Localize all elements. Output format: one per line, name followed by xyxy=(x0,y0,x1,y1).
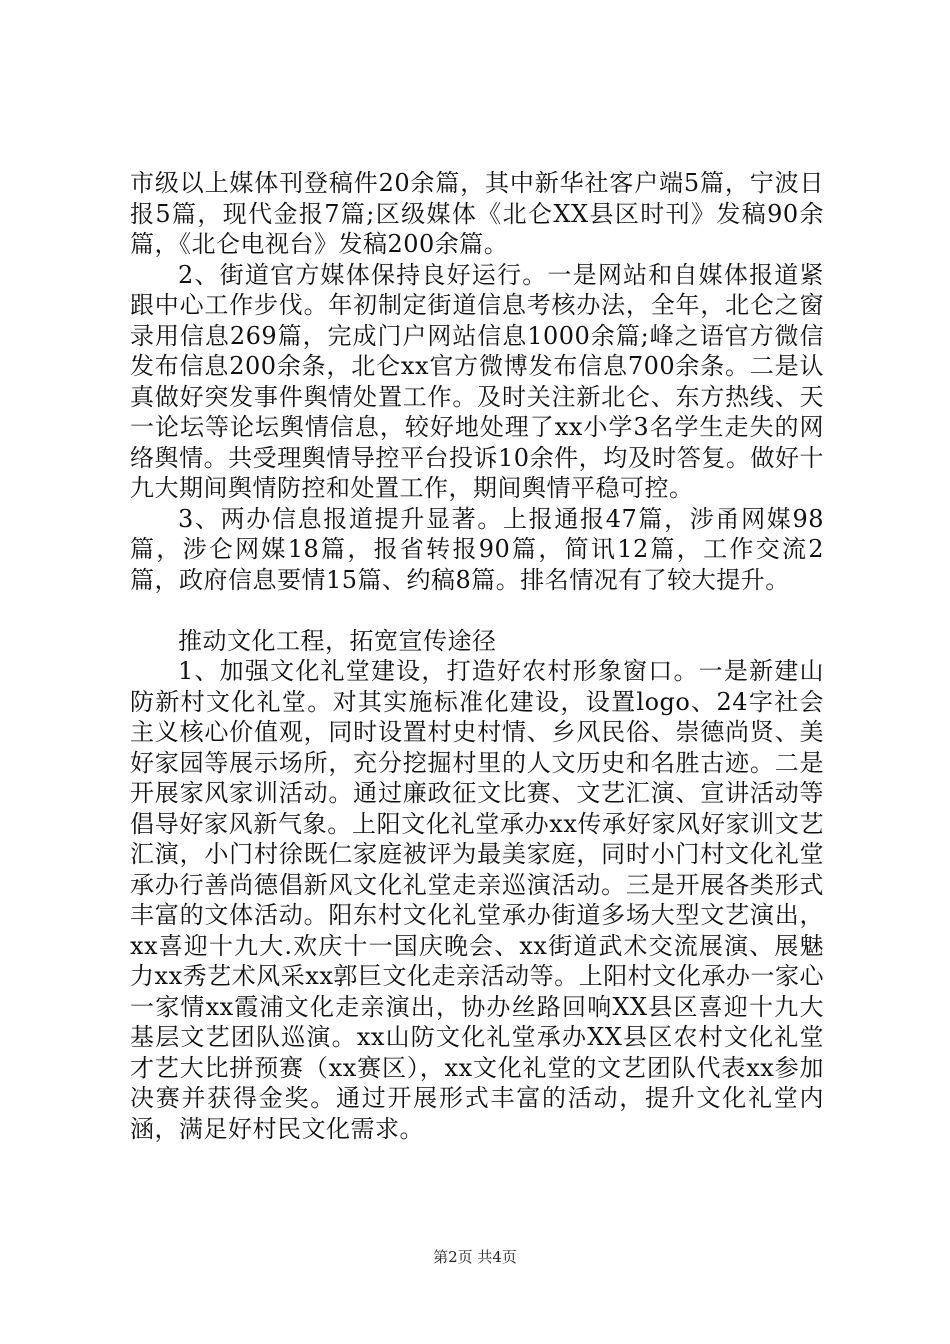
blank-line xyxy=(130,595,824,626)
section-heading: 推动文化工程，拓宽宣传途径 xyxy=(178,626,497,655)
paragraph-info-reports: 3、两办信息报道提升显著。上报通报47篇，涉甬网媒98篇，涉仑网媒18篇，报省转报90篇，简讯12篇，工作交流2篇，政府信息要情15篇、约稿8篇。排名情况有了较大提升。 xyxy=(130,504,824,594)
paragraph-official-media: 2、街道官方媒体保持良好运行。一是网站和自媒体报道紧跟中心工作步伐。年初制定街道信息考核办法，全年，北仑之窗录用信息269篇，完成门户网站信息1000余篇;峰之语官方微信发布信息200余条，北仑xx官方微博发布信息700余条。二是认真做好突发事件舆情处置工作。及时关注新北仑、东方热线、天一论坛等论坛舆情信息，较好地处理了xx小学3名学生走失的网络舆情。共受理舆情导控平台投诉10余件，均及时答复。做好十九大期间舆情防控和处置工作，期间舆情平稳可控。 xyxy=(130,260,824,502)
paragraph-media-stats: 市级以上媒体刊登稿件20余篇，其中新华社客户端5篇，宁波日报5篇，现代金报7篇;区级媒体《北仑XX县区时刊》发稿90余篇，《北仑电视台》发稿200余篇。 xyxy=(130,169,824,258)
document-body xyxy=(130,168,824,1144)
page-footer: 第2页 共4页 xyxy=(433,1248,517,1266)
paragraph-culture-hall: 1、加强文化礼堂建设，打造好农村形象窗口。一是新建山防新村文化礼堂。对其实施标准化建设，设置logo、24字社会主义核心价值观，同时设置村史村情、乡风民俗、崇德尚贤、美好家园等展示场所，充分挖掘村里的人文历史和名胜古迹。二是开展家风家训活动。通过廉政征文比赛、文艺汇演、宣讲活动等倡导好家风新气象。上阳文化礼堂承办xx传承好家风好家训文艺汇演，小门村徐既仁家庭被评为最美家庭，同时小门村文化礼堂承办行善尚德倡新风文化礼堂走亲巡演活动。三是开展各类形式丰富的文体活动。阳东村文化礼堂承办街道多场大型文艺演出，xx喜迎十九大.欢庆十一国庆晚会、xx街道武术交流展演、展魅力xx秀艺术风采xx郭巨文化走亲活动等。上阳村文化承办一家心一家情xx霞浦文化走亲演出，协办丝路回响XX县区喜迎十九大基层文艺团队巡演。xx山防文化礼堂承办XX县区农村文化礼堂才艺大比拼预赛（xx赛区），xx文化礼堂的文艺团队代表xx参加决赛并获得金奖。通过开展形式丰富的活动，提升文化礼堂内涵，满足好村民文化需求。 xyxy=(130,657,824,1143)
